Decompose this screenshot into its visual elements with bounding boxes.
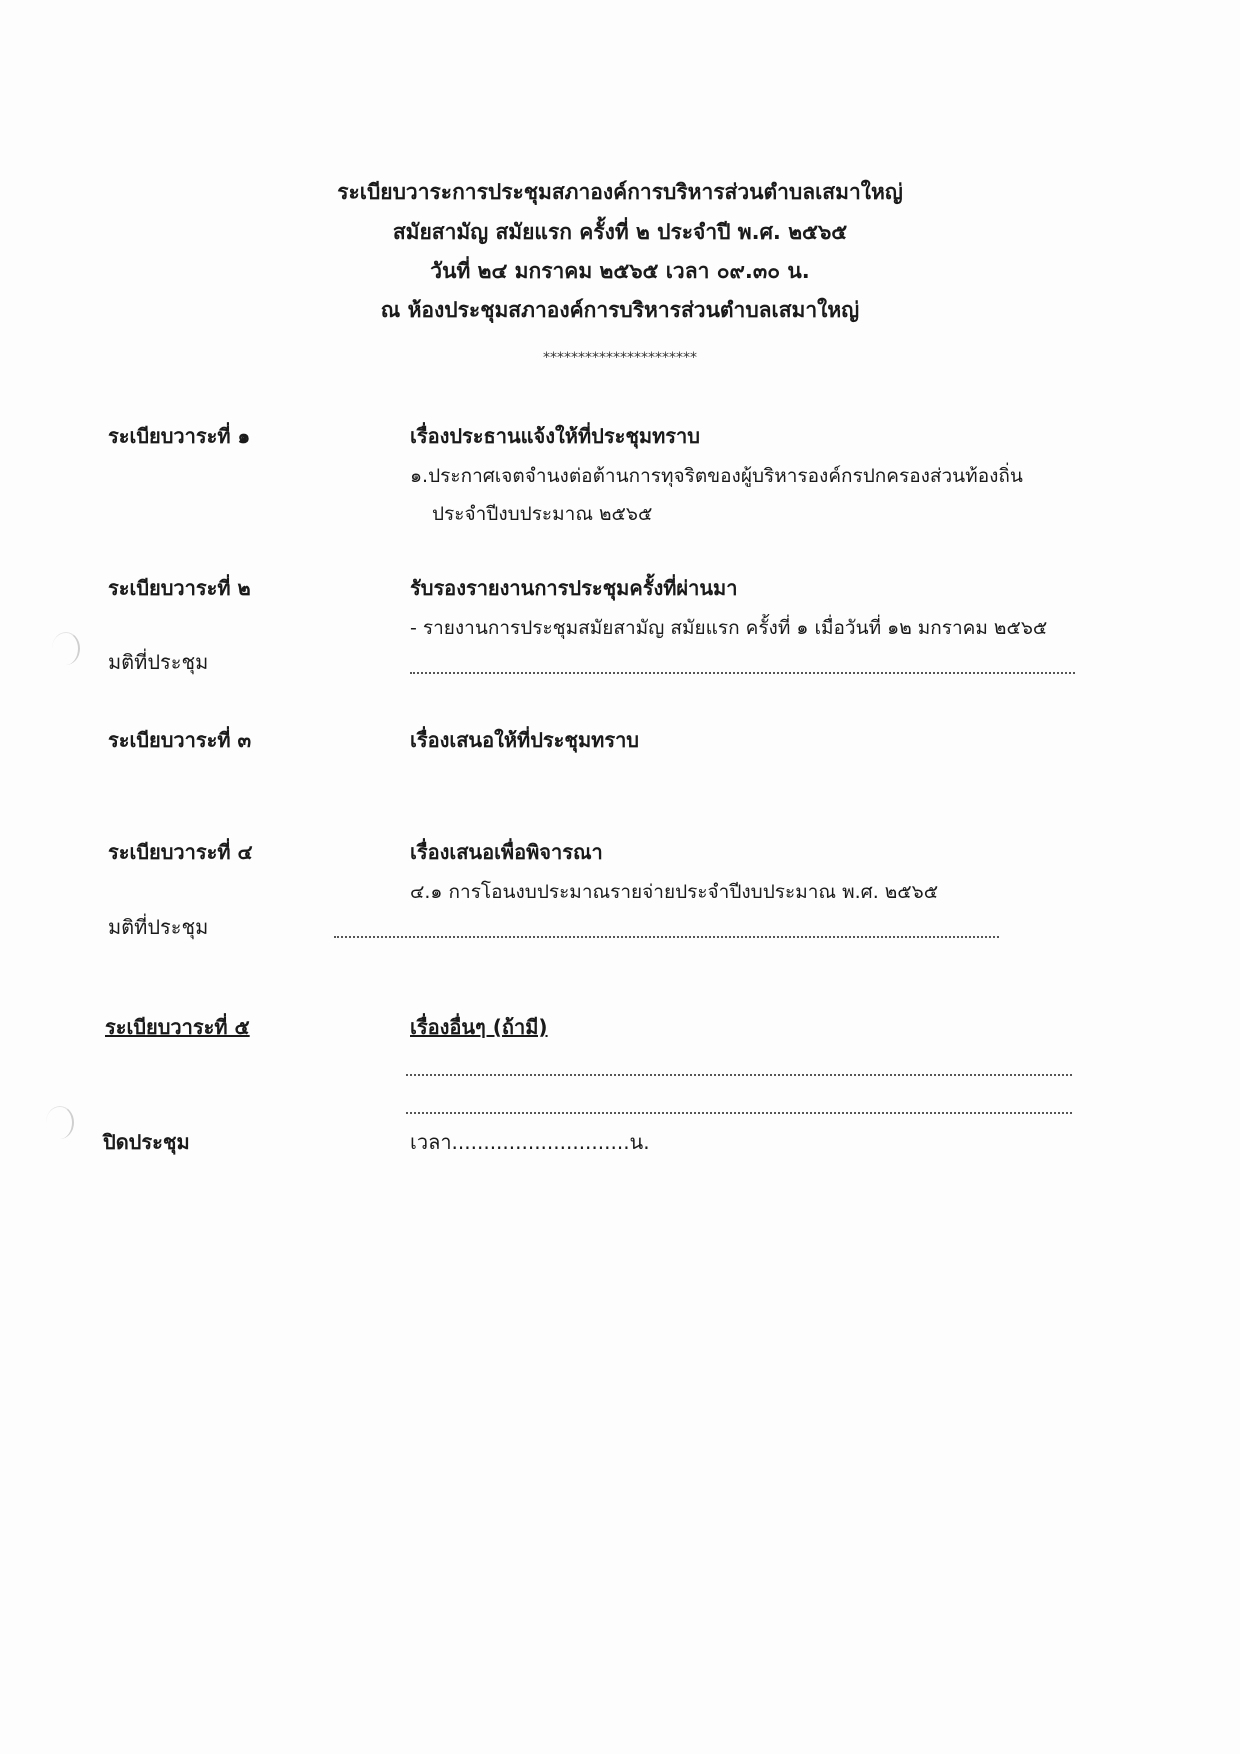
separator: ********************** — [543, 350, 697, 366]
agenda-3-label: ระเบียบวาระที่ ๓ — [108, 728, 252, 752]
agenda-4-detail-1: ๔.๑ การโอนงบประมาณรายจ่ายประจำปีงบประมาณ พ.ศ. ๒๕๖๕ — [410, 881, 939, 903]
agenda-2-detail-1: - รายงานการประชุมสมัยสามัญ สมัยแรก ครั้งที่ ๑ เมื่อวันที่ ๑๒ มกราคม ๒๕๖๕ — [410, 617, 1048, 639]
agenda-4-resolution-line — [334, 936, 999, 938]
agenda-1-detail-1: ๑.ประกาศเจตจำนงต่อต้านการทุจริตของผู้บริหารองค์กรปกครองส่วนท้องถิ่น — [410, 465, 1023, 487]
session-line: สมัยสามัญ สมัยแรก ครั้งที่ ๒ ประจำปี พ.ศ. ๒๕๖๕ — [392, 220, 848, 244]
hole-punch-mark-bottom — [46, 1106, 74, 1139]
agenda-5-topic: เรื่องอื่นๆ (ถ้ามี) — [410, 1015, 548, 1039]
venue-line: ณ ห้องประชุมสภาองค์การบริหารส่วนตำบลเสมาใหญ่ — [380, 298, 860, 322]
document-title: ระเบียบวาระการประชุมสภาองค์การบริหารส่วนตำบลเสมาใหญ่ — [337, 180, 903, 204]
agenda-1-topic: เรื่องประธานแจ้งให้ที่ประชุมทราบ — [410, 424, 700, 448]
agenda-3-topic: เรื่องเสนอให้ที่ประชุมทราบ — [410, 728, 640, 752]
agenda-5-line-1 — [406, 1074, 1072, 1076]
date-time-line: วันที่ ๒๔ มกราคม ๒๕๖๕ เวลา ๐๙.๓๐ น. — [430, 259, 810, 283]
agenda-1-detail-2: ประจำปีงบประมาณ ๒๕๖๕ — [432, 503, 653, 525]
agenda-2-resolution-label: มติที่ประชุม — [108, 650, 209, 674]
agenda-2-topic: รับรองรายงานการประชุมครั้งที่ผ่านมา — [410, 576, 738, 600]
agenda-4-resolution-label: มติที่ประชุม — [108, 915, 209, 939]
agenda-5-label: ระเบียบวาระที่ ๕ — [105, 1015, 250, 1039]
agenda-5-line-2 — [406, 1112, 1072, 1114]
closing-time: เวลา............................น. — [410, 1130, 650, 1154]
agenda-4-topic: เรื่องเสนอเพื่อพิจารณา — [410, 840, 603, 864]
agenda-1-label: ระเบียบวาระที่ ๑ — [108, 424, 251, 448]
closing-label: ปิดประชุม — [103, 1130, 190, 1154]
agenda-2-resolution-line — [410, 672, 1075, 674]
agenda-2-label: ระเบียบวาระที่ ๒ — [108, 576, 251, 600]
agenda-4-label: ระเบียบวาระที่ ๔ — [108, 840, 253, 864]
hole-punch-mark-top — [52, 632, 80, 665]
